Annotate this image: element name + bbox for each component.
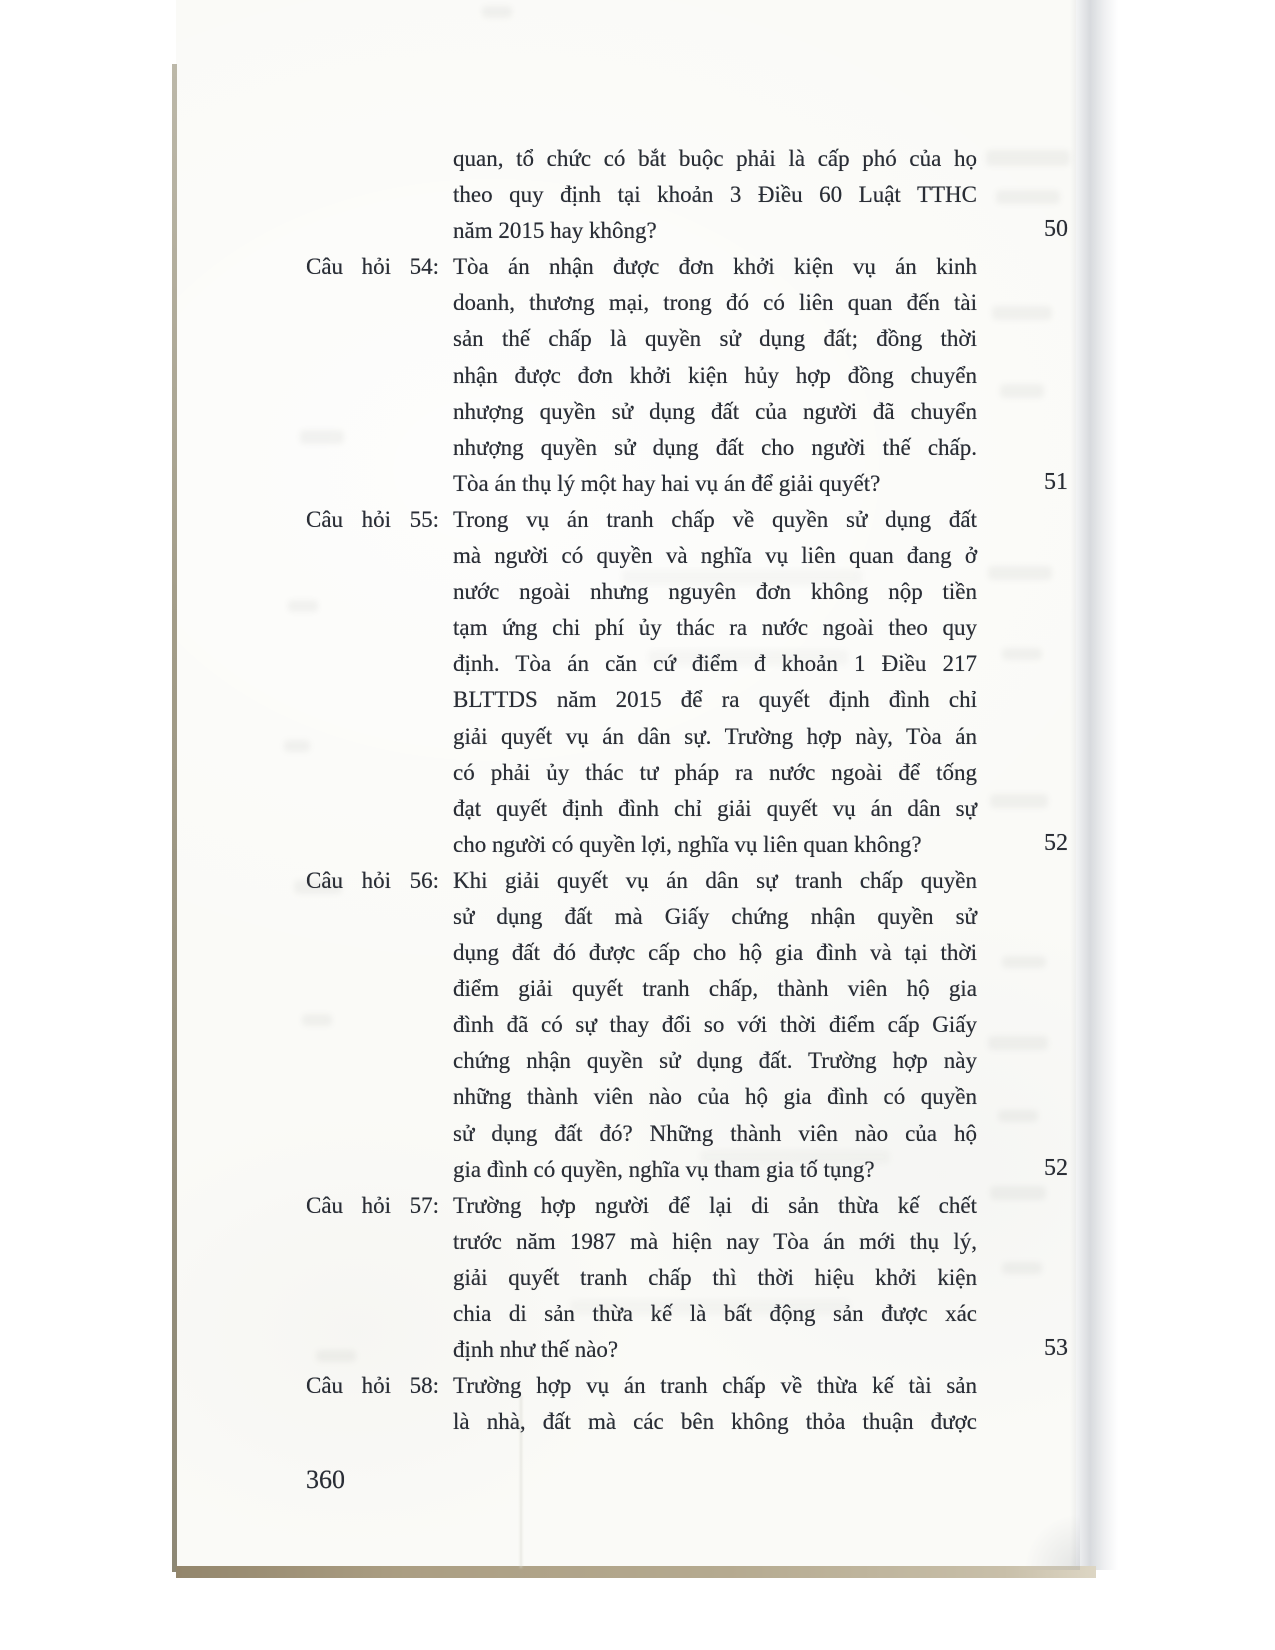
toc-line: quan, tổ chức có bắt buộc phải là cấp phó của họ xyxy=(453,146,977,171)
toc-line: giải quyết tranh chấp thì thời hiệu khởi kiện xyxy=(453,1264,977,1290)
toc-line: sản thế chấp là quyền sử dụng đất; đồng thời xyxy=(453,326,977,352)
toc-line: sử dụng đất đó? Những thành viên nào của hộ xyxy=(453,1120,977,1146)
scanner-shadow-right xyxy=(1070,0,1118,1570)
toc-line: đạt quyết định đình chỉ giải quyết vụ án dân sự xyxy=(453,795,977,821)
toc-line: Tòa án thụ lý một hay hai vụ án để giải quyết? xyxy=(453,470,881,496)
toc-line: điểm giải quyết tranh chấp, thành viên hộ gia xyxy=(453,976,977,1002)
toc-line: BLTTDS năm 2015 để ra quyết định đình chỉ xyxy=(453,687,977,713)
toc-page-number: 50 xyxy=(1044,216,1068,243)
toc-line: gia đình có quyền, nghĩa vụ tham gia tố tụng? xyxy=(453,1156,875,1182)
toc-line: dụng đất đó được cấp cho hộ gia đình và tại thời xyxy=(453,940,977,966)
bleedthrough-smudge xyxy=(482,6,512,18)
toc-page-number: 51 xyxy=(1044,468,1068,495)
toc xyxy=(306,141,1068,1440)
toc-line: định. Tòa án căn cứ điểm đ khoản 1 Điều 217 xyxy=(453,651,977,677)
toc-entry-label: Câu hỏi 54: xyxy=(306,254,439,280)
toc-line: nhận được đơn khởi kiện hủy hợp đồng chuyển xyxy=(453,362,977,388)
toc-line: chứng nhận quyền sử dụng đất. Trường hợp này xyxy=(453,1048,977,1074)
toc-entry-text xyxy=(453,1188,977,1368)
toc-entry-label: Câu hỏi 57: xyxy=(306,1192,439,1218)
toc-line: chia di sản thừa kế là bất động sản được xác xyxy=(453,1301,977,1326)
toc-entry-text xyxy=(453,863,977,1188)
toc-entry-label: Câu hỏi 56: xyxy=(306,867,439,893)
toc-line: Trường hợp người để lại di sản thừa kế chết xyxy=(453,1192,977,1218)
toc-entry xyxy=(306,141,1068,249)
toc-page-number: 52 xyxy=(1044,829,1068,856)
toc-line: doanh, thương mại, trong đó có liên quan đến tài xyxy=(453,290,977,316)
toc-page-number: 52 xyxy=(1044,1154,1068,1181)
toc-entry-text xyxy=(453,502,977,863)
toc-entry xyxy=(306,1368,1068,1440)
toc-line: nước ngoài nhưng nguyên đơn không nộp tiền xyxy=(453,579,977,605)
toc-entry-text xyxy=(453,141,977,249)
page-bottom-edge xyxy=(176,1566,1096,1578)
toc-line: tạm ứng chi phí ủy thác ra nước ngoài theo quy xyxy=(453,615,977,641)
toc-line: nhượng quyền sử dụng đất của người đã chuyển xyxy=(453,398,977,424)
toc-line: là nhà, đất mà các bên không thỏa thuận được xyxy=(453,1409,977,1435)
toc-entry xyxy=(306,863,1068,1188)
corner-shade xyxy=(1000,1470,1080,1570)
toc-line: Trường hợp vụ án tranh chấp về thừa kế tài sản xyxy=(453,1373,977,1399)
toc-entry xyxy=(306,1188,1068,1368)
toc-page-number: 53 xyxy=(1044,1335,1068,1362)
toc-entry-text xyxy=(453,1368,977,1440)
toc-line: Khi giải quyết vụ án dân sự tranh chấp quyền xyxy=(453,867,977,893)
page-left-edge xyxy=(172,64,177,1572)
toc-entry-label: Câu hỏi 55: xyxy=(306,506,439,532)
toc-entry-label: Câu hỏi 58: xyxy=(306,1373,439,1399)
toc-line: mà người có quyền và nghĩa vụ liên quan đang ở xyxy=(453,543,977,569)
toc-line: đình đã có sự thay đổi so với thời điểm cấp Giấy xyxy=(453,1012,977,1038)
toc-entry-text xyxy=(453,249,977,502)
toc-entry xyxy=(306,249,1068,502)
toc-line: có phải ủy thác tư pháp ra nước ngoài để tống xyxy=(453,759,977,785)
toc-line: nhượng quyền sử dụng đất cho người thế chấp. xyxy=(453,434,977,460)
toc-line: theo quy định tại khoản 3 Điều 60 Luật TTHC xyxy=(453,182,977,208)
toc-line: những thành viên nào của hộ gia đình có quyền xyxy=(453,1084,977,1110)
toc-entry-label xyxy=(306,141,453,249)
toc-line: Tòa án nhận được đơn khởi kiện vụ án kinh xyxy=(453,254,977,280)
toc-line: sử dụng đất mà Giấy chứng nhận quyền sử xyxy=(453,903,977,929)
toc-line: năm 2015 hay không? xyxy=(453,218,657,244)
toc-line: định như thế nào? xyxy=(453,1337,619,1363)
toc-line: giải quyết vụ án dân sự. Trường hợp này, Tòa án xyxy=(453,723,977,749)
footer-page-number: 360 xyxy=(306,1465,345,1494)
toc-line: Trong vụ án tranh chấp về quyền sử dụng đất xyxy=(453,506,977,532)
toc-line: cho người có quyền lợi, nghĩa vụ liên quan không? xyxy=(453,831,922,857)
toc-line: trước năm 1987 mà hiện nay Tòa án mới thụ lý, xyxy=(453,1228,977,1254)
toc-entry xyxy=(306,502,1068,863)
